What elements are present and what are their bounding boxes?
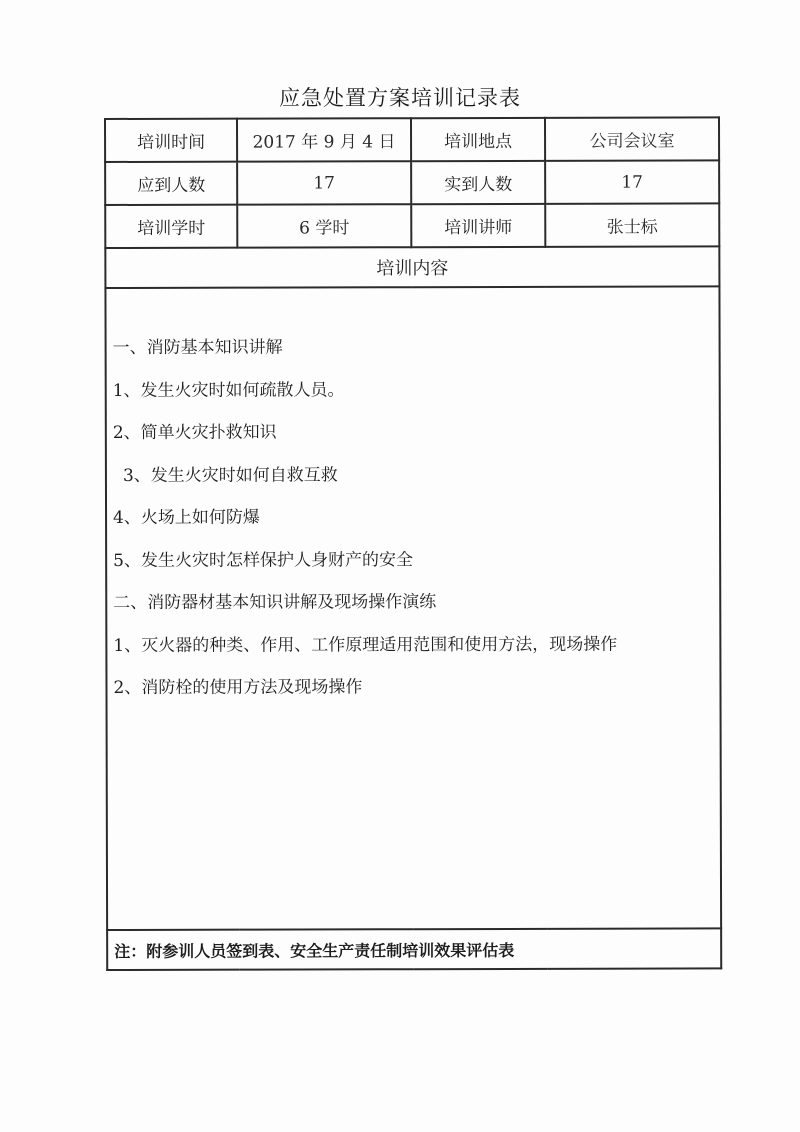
table-row bbox=[105, 286, 721, 930]
training-record-table bbox=[104, 116, 722, 971]
list-item: 4、火场上如何防爆 bbox=[113, 507, 260, 528]
table-row bbox=[105, 117, 719, 162]
training-hours-value: 6 学时 bbox=[237, 204, 411, 247]
list-item: 5、发生火灾时怎样保护人身财产的安全 bbox=[113, 549, 414, 571]
expected-count-value: 17 bbox=[237, 161, 411, 204]
list-item: 1、灭火器的种类、作用、工作原理适用范围和使用方法，现场操作 bbox=[113, 634, 618, 656]
training-hours-label: 培训学时 bbox=[105, 205, 237, 248]
table-row bbox=[105, 246, 719, 288]
lecturer-label: 培训讲师 bbox=[411, 204, 545, 247]
content-list bbox=[106, 287, 719, 709]
table-row bbox=[107, 928, 721, 970]
training-time-label: 培训时间 bbox=[105, 119, 237, 162]
content-heading: 培训内容 bbox=[105, 246, 719, 288]
footnote: 注：附参训人员签到表、安全生产责任制培训效果评估表 bbox=[107, 928, 721, 970]
expected-count-label: 应到人数 bbox=[105, 162, 237, 205]
list-item: 1、发生火灾时如何疏散人员。 bbox=[112, 379, 345, 401]
table-row bbox=[105, 203, 719, 248]
list-item: 2、简单火灾扑救知识 bbox=[112, 422, 277, 443]
actual-count-label: 实到人数 bbox=[411, 161, 545, 204]
training-location-value: 公司会议室 bbox=[545, 117, 719, 160]
list-item: 二、消防器材基本知识讲解及现场操作演练 bbox=[113, 592, 437, 613]
list-item: 一、消防基本知识讲解 bbox=[112, 337, 283, 358]
lecturer-value: 张士标 bbox=[545, 203, 719, 246]
content-body bbox=[105, 286, 721, 930]
training-time-value: 2017 年 9 月 4 日 bbox=[237, 118, 411, 161]
actual-count-value: 17 bbox=[545, 160, 719, 203]
list-item: 3、发生火灾时如何自救互救 bbox=[122, 464, 338, 486]
document-title: 应急处置方案培训记录表 bbox=[279, 86, 521, 110]
table-row bbox=[105, 160, 719, 205]
list-item: 2、消防栓的使用方法及现场操作 bbox=[113, 677, 363, 698]
training-location-label: 培训地点 bbox=[411, 118, 545, 161]
